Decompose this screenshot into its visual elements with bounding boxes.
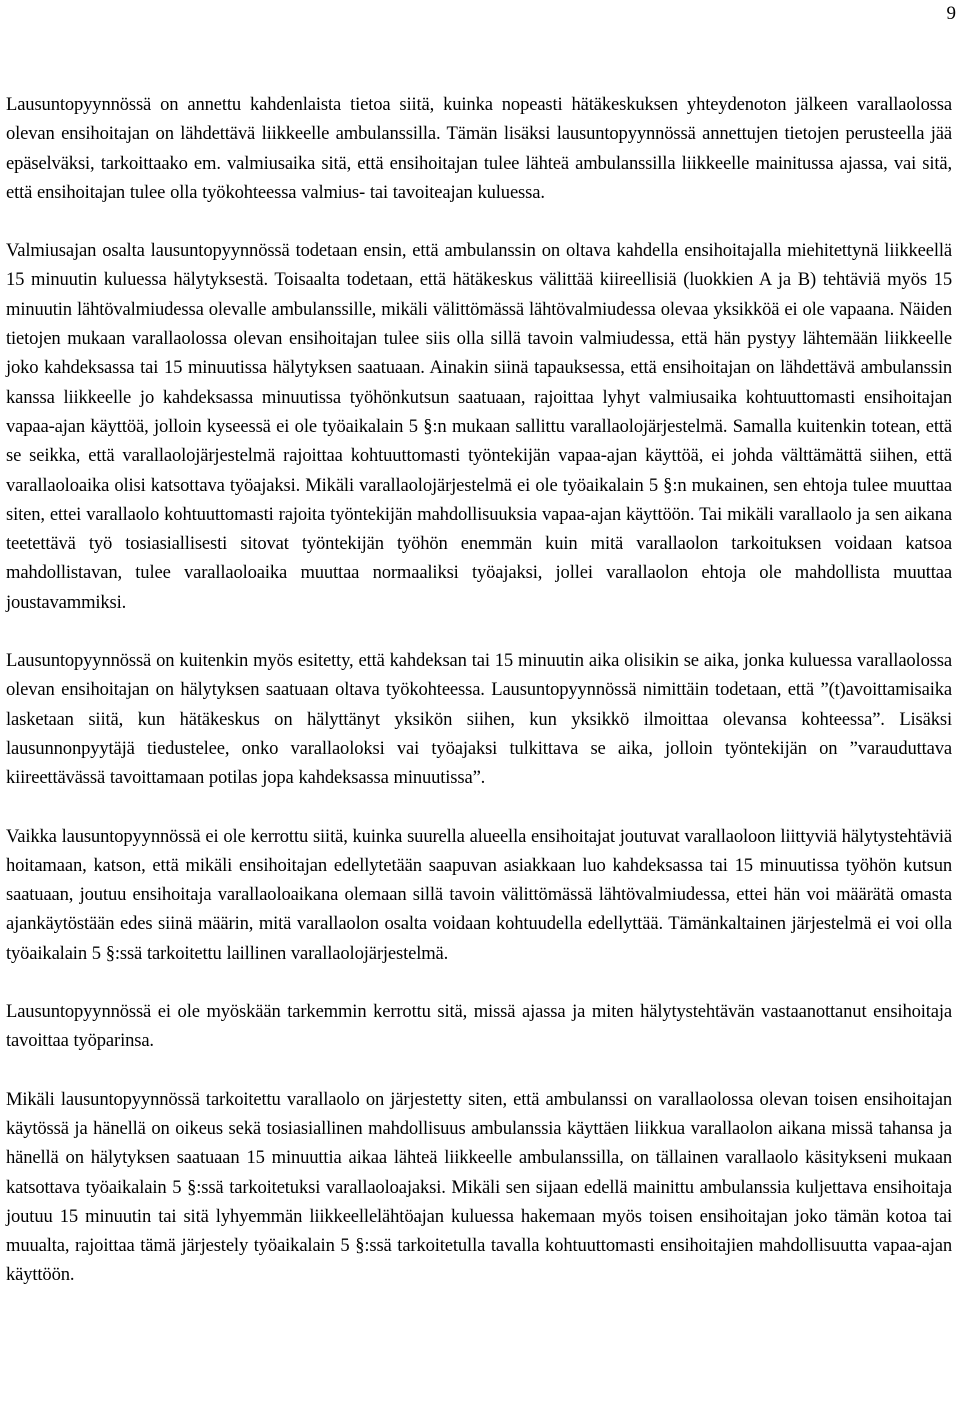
paragraph-1: Lausuntopyynnössä on annettu kahdenlaista tietoa siitä, kuinka nopeasti hätäkeskuksen yhteydenoton jälkeen varallaolossa olevan ensihoitajan on lähdettävä liikkeelle ambulanssilla. Tämän lisäksi lausuntopyynnössä annettujen tietojen perusteella jää epäselväksi, tarkoittaako em. valmiusaika sitä, että ensihoitajan tulee lähteä ambulanssilla liikkeelle mainitussa ajassa, vai sitä, että ensihoitajan tulee olla työkohteessa valmius- tai tavoiteajan kuluessa. [6, 94, 952, 203]
document-body [6, 90, 952, 1319]
paragraph-4: Vaikka lausuntopyynnössä ei ole kerrottu siitä, kuinka suurella alueella ensihoitajat joutuvat varallaoloon liittyviä hälytystehtäviä hoitamaan, katson, että mikäli ensihoitajan edellytetään saapuvan asiakkaan luo kahdeksassa tai 15 minuutissa työhön kutsun saatuaan, joutuu ensihoitaja varallaoloaikana olemaan sillä tavoin välittömässä lähtövalmiudessa, ettei hän voi määrätä omasta ajankäytöstään edes siinä määrin, mitä varallaolon osalta voidaan kohtuudella edellyttää. Tämänkaltainen järjestelmä ei voi olla työaikalain 5 §:ssä tarkoitettu laillinen varallaolojärjestelmä. [6, 825, 952, 964]
paragraph-6: Mikäli lausuntopyynnössä tarkoitettu varallaolo on järjestetty siten, että ambulanssi on varallaolossa olevan toisen ensihoitajan käytössä ja hänellä on oikeus sekä tosiasiallinen mahdollisuus ambulanssia käyttäen liikkua varallaolon aikana missä tahansa ja hänellä on hälytyksen saatuaan 15 minuuttia aikaa lähteä liikkeelle ambulanssilla, on tällainen varallaolo käsitykseni mukaan katsottava työaikalain 5 §:ssä tarkoitetuksi varallaoloajaksi. Mikäli sen sijaan edellä mainittu ambulanssia kuljettava ensihoitaja joutuu 15 minuutin tai sitä lyhyemmän liikkeellelähtöajan kuluessa hakemaan myös toisen ensihoitajan joko tämän kotoa tai muualta, rajoittaa tämä järjestely työaikalain 5 §:ssä tarkoitetulla tavalla kohtuuttomasti ensihoitajien mahdollisuutta vapaa-ajan käyttöön. [6, 1088, 952, 1286]
paragraph-3: Lausuntopyynnössä on kuitenkin myös esitetty, että kahdeksan tai 15 minuutin aika olisikin se aika, jonka kuluessa varallaolossa olevan ensihoitajan on hälytyksen saatuaan oltava työkohteessa. Lausuntopyynnössä nimittäin todetaan, että ”(t)avoittamisaika lasketaan siitä, kun hätäkeskus on hälyttänyt yksikön siihen, kun yksikkö ilmoittaa olevansa kohteessa”. Lisäksi lausunnonpyytäjä tiedustelee, onko varallaoloksi vai työajaksi tulkittava se aika, jolloin työntekijän on ”varauduttava kiireettävässä tavoittamaan potilas jopa kahdeksassa minuutissa”. [6, 650, 952, 789]
paragraph-5: Lausuntopyynnössä ei ole myöskään tarkemmin kerrottu sitä, missä ajassa ja miten hälytystehtävän vastaanottanut ensihoitaja tavoittaa työparinsa. [6, 1001, 952, 1052]
paragraph-2: Valmiusajan osalta lausuntopyynnössä todetaan ensin, että ambulanssin on oltava kahdella ensihoitajalla miehitettynä liikkeellä 15 minuutin kuluessa hälytyksestä. Toisaalta todetaan, että hätäkeskus välittää kiireellisiä (luokkien A ja B) tehtäviä myös 15 minuutin lähtövalmiudessa olevalle ambulanssille, mikäli välittömässä lähtövalmiudessa olevaa yksikköä ei ole vapaana. Näiden tietojen mukaan varallaolossa olevan ensihoitajan tulee siis olla sillä tavoin valmiudessa, että hän pystyy lähtemään liikkeelle joko kahdeksassa tai 15 minuutissa hälytyksen saatuaan. Ainakin siinä tapauksessa, että ensihoitajan on lähdettävä ambulanssin kanssa liikkeelle jo kahdeksassa minuutissa työhönkutsun saatuaan, rajoittaa lyhyt valmiusaika kohtuuttomasti ensihoitajan vapaa-ajan käyttöä, jolloin kyseessä ei ole työaikalain 5 §:n mukaan sallittu varallaolojärjestelmä. Samalla kuitenkin totean, että se seikka, että varallaolojärjestelmä rajoittaa kohtuuttomasti työntekijän vapaa-ajan käyttöä, ei johda välttämättä siihen, että varallaoloaika olisi katsottava työajaksi. Mikäli varallaolojärjestelmä ei ole työaikalain 5 §:n mukainen, sen ehtoja tulee muuttaa siten, ettei varallaolo kohtuuttomasti rajoita työntekijän mahdollisuuksia vapaa-ajan käyttöön. Tai mikäli varallaolo ja sen aikana teetettävä työ tosiasiallisesti sitovat työntekijän työhön enemmän kuin mitä varallaolon tarkoituksen voidaan katsoa mahdollistavan, tulee varallaoloaika muuttaa normaaliksi työajaksi, jollei varallaolon ehtoja ole mahdollista muuttaa joustavammiksi. [6, 240, 952, 613]
page-number: 9 [946, 3, 956, 24]
